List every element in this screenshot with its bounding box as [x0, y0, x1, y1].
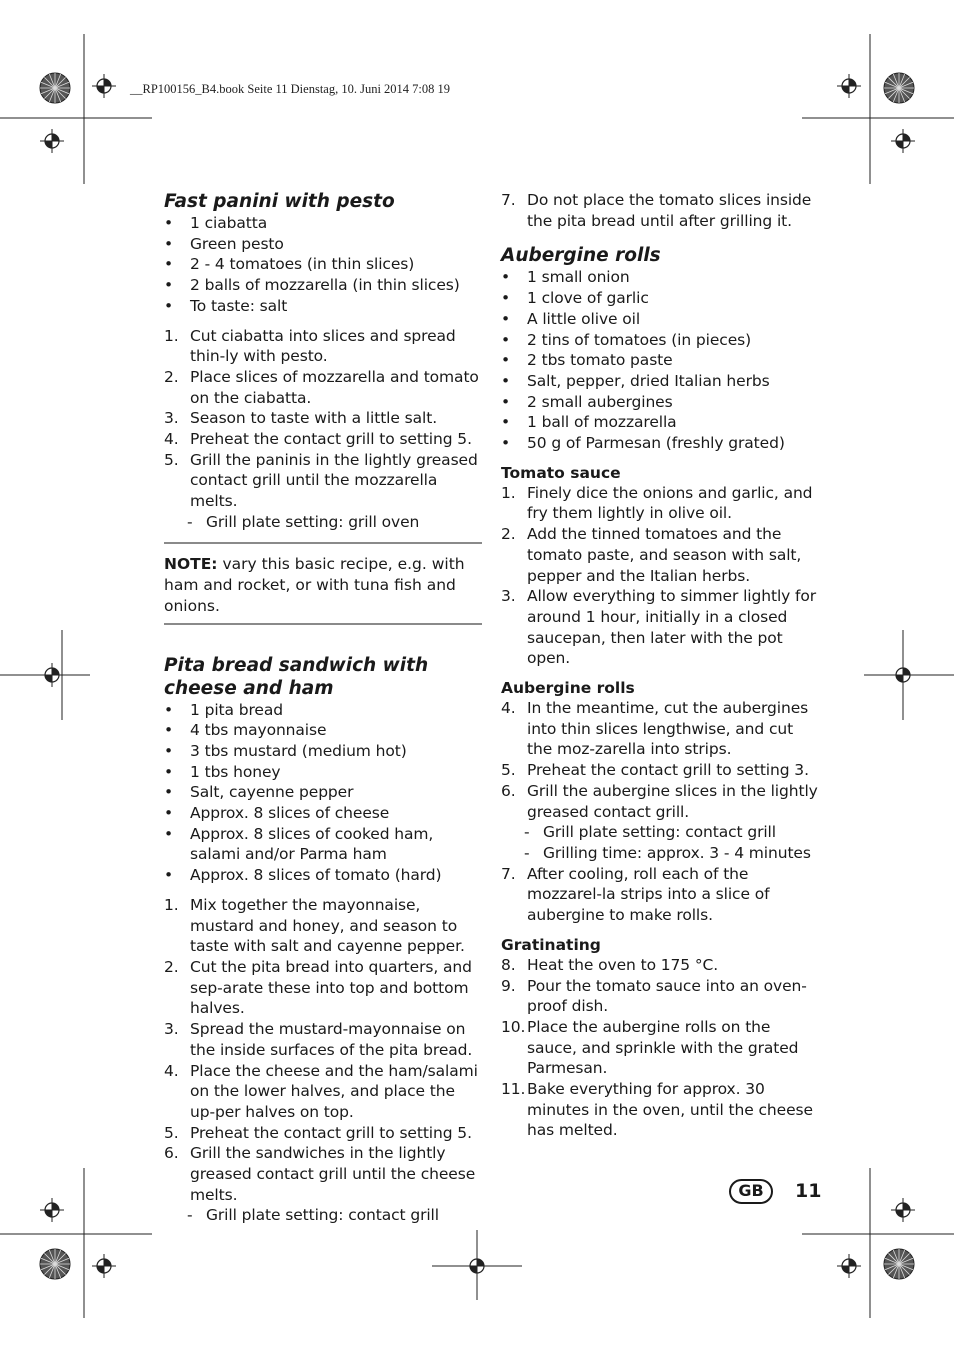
- list-item: • Approx. 8 slices of tomato (hard): [164, 866, 442, 885]
- list-item: • Green pesto: [164, 234, 284, 253]
- list-item: • Approx. 8 slices of cheese: [164, 804, 390, 823]
- list-item: - Grill plate setting: grill oven: [187, 512, 420, 531]
- list-item: • To taste: salt: [164, 296, 288, 315]
- sub-list-pita: [164, 1205, 482, 1226]
- list-item: 10. Place the aubergine rolls on the sauce, and sprinkle with the grated Parmesan.: [501, 1017, 799, 1078]
- list-item: • 2 small aubergines: [501, 392, 673, 411]
- step-list-rolls-a: [501, 698, 823, 822]
- note-box: [164, 542, 482, 625]
- step-list-gratinating: [501, 955, 823, 1141]
- list-item: - Grill plate setting: contact grill: [524, 823, 776, 842]
- list-item: • A little olive oil: [501, 309, 641, 328]
- list-item: 7. After cooling, roll each of the mozzarel-la strips into a slice of aubergine to make rolls.: [501, 864, 770, 925]
- list-item: 7. Do not place the tomato slices inside the pita bread until after grilling it.: [501, 191, 812, 230]
- list-item: 3. Season to taste with a little salt.: [164, 409, 438, 428]
- list-item: • 2 tins of tomatoes (in pieces): [501, 330, 752, 349]
- recipe-title-pita: Pita bread sandwich with cheese and ham: [164, 654, 429, 699]
- list-item: • 1 tbs honey: [164, 762, 281, 781]
- step-list-rolls-b: [501, 864, 823, 926]
- language-badge: GB: [729, 1179, 773, 1204]
- sub-list-panini: [164, 512, 482, 533]
- left-column: [164, 190, 482, 1226]
- list-item: 4. Place the cheese and the ham/salami on the lower halves, and place the up-per halves on top.: [164, 1061, 478, 1121]
- section-title-gratinating: Gratinating: [501, 935, 601, 954]
- list-item: - Grilling time: approx. 3 - 4 minutes: [524, 843, 811, 862]
- recipe-title-panini: Fast panini with pesto: [164, 191, 395, 212]
- list-item: 11. Bake everything for approx. 30 minutes in the oven, until the cheese has melted.: [501, 1080, 813, 1140]
- list-item: 9. Pour the tomato sauce into an oven-proof dish.: [501, 976, 807, 1016]
- section-title-aubergine-rolls: Aubergine rolls: [501, 679, 635, 698]
- list-item: • Salt, cayenne pepper: [164, 783, 354, 802]
- note-label: NOTE:: [164, 554, 218, 573]
- list-item: 5. Preheat the contact grill to setting 3.: [501, 761, 809, 780]
- list-item: 1. Mix together the mayonnaise, mustard and honey, and season to taste with salt and cayenne pepper.: [164, 895, 465, 956]
- list-item: 4. In the meantime, cut the aubergines into thin slices lengthwise, and cut the moz-zarella into strips.: [501, 699, 809, 759]
- list-item: • 4 tbs mayonnaise: [164, 721, 327, 740]
- list-item: 6. Grill the aubergine slices in the lightly greased contact grill.: [501, 781, 818, 821]
- sub-list-rolls: [501, 822, 823, 863]
- note-text: vary this basic recipe, e.g. with ham and rocket, or with tuna fish and onions.: [164, 554, 465, 615]
- list-item: • 1 pita bread: [164, 700, 283, 719]
- list-item: • Salt, pepper, dried Italian herbs: [501, 371, 770, 390]
- ingredient-list-panini: [164, 213, 482, 317]
- list-item: • 2 - 4 tomatoes (in thin slices): [164, 255, 415, 274]
- list-item: • 1 clove of garlic: [501, 289, 649, 308]
- list-item: 5. Preheat the contact grill to setting 5.: [164, 1123, 472, 1142]
- step-list-pita-continued: [501, 190, 823, 231]
- list-item: • 1 ball of mozzarella: [501, 413, 677, 432]
- list-item: 3. Spread the mustard-mayonnaise on the inside surfaces of the pita bread.: [164, 1020, 473, 1059]
- list-item: 4. Preheat the contact grill to setting 5.: [164, 430, 472, 449]
- list-item: 1. Cut ciabatta into slices and spread thin-ly with pesto.: [164, 326, 456, 366]
- list-item: - Grill plate setting: contact grill: [187, 1206, 439, 1225]
- list-item: 2. Add the tinned tomatoes and the tomato paste, and season with salt, pepper and the Italian herbs.: [501, 525, 802, 585]
- list-item: 3. Allow everything to simmer lightly for around 1 hour, initially in a closed saucepan, then later with the pot open.: [501, 587, 817, 668]
- list-item: 6. Grill the sandwiches in the lightly greased contact grill until the cheese melts.: [164, 1144, 476, 1204]
- recipe-title-aubergine: Aubergine rolls: [501, 245, 661, 267]
- list-item: 5. Grill the paninis in the lightly greased contact grill until the mozzarella melts.: [164, 450, 478, 511]
- ingredient-list-pita: [164, 700, 482, 886]
- list-item: 1. Finely dice the onions and garlic, and fry them lightly in olive oil.: [501, 483, 813, 523]
- section-title-tomato-sauce: Tomato sauce: [501, 463, 621, 482]
- step-list-tomato-sauce: [501, 483, 823, 669]
- print-file-info: __RP100156_B4.book Seite 11 Dienstag, 10. Juni 2014 7:08 19: [130, 82, 451, 96]
- list-item: 2. Place slices of mozzarella and tomato on the ciabatta.: [164, 367, 479, 407]
- step-list-panini: [164, 326, 482, 512]
- right-column: [501, 190, 823, 1141]
- list-item: • 50 g of Parmesan (freshly grated): [501, 434, 785, 453]
- list-item: 2. Cut the pita bread into quarters, and sep-arate these into top and bottom halves.: [164, 957, 472, 1018]
- list-item: • 1 small onion: [501, 268, 630, 287]
- list-item: • 2 tbs tomato paste: [501, 351, 673, 370]
- page-number: 11: [795, 1180, 822, 1202]
- list-item: 8. Heat the oven to 175 °C.: [501, 955, 719, 974]
- page-footer: [729, 1177, 821, 1205]
- list-item: • 3 tbs mustard (medium hot): [164, 741, 407, 760]
- list-item: • Approx. 8 slices of cooked ham, salami and/or Parma ham: [164, 824, 434, 864]
- ingredient-list-aubergine: [501, 267, 823, 453]
- list-item: • 2 balls of mozzarella (in thin slices): [164, 276, 460, 295]
- list-item: • 1 ciabatta: [164, 214, 268, 232]
- step-list-pita: [164, 895, 482, 1206]
